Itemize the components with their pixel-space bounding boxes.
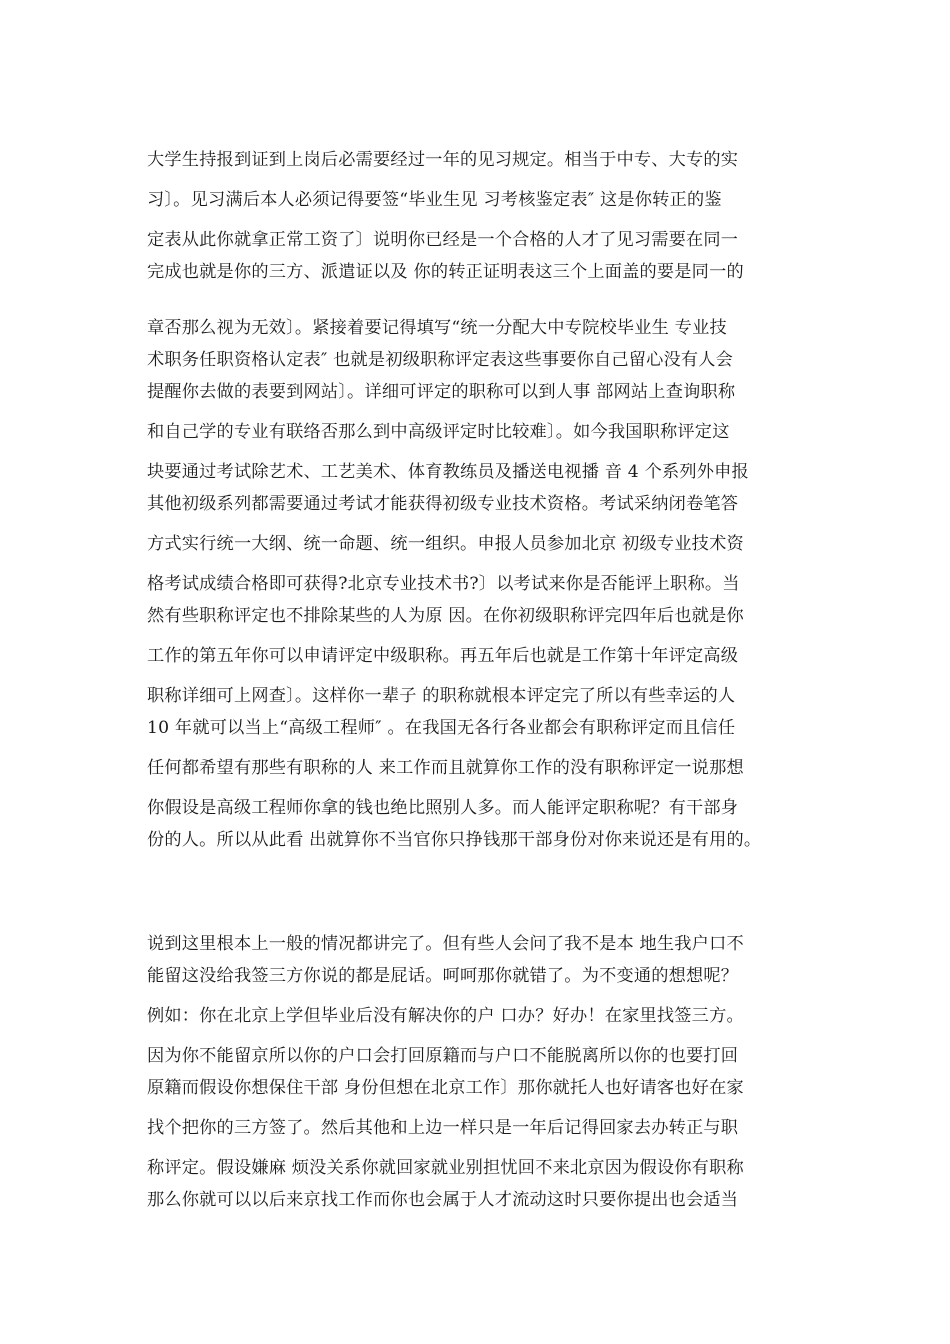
text-line: 任何都希望有那些有职称的人 来工作而且就算你工作的没有职称评定一说那想 bbox=[147, 758, 744, 778]
text-line: 份的人。所以从此看 出就算你不当官你只挣钱那干部身份对你来说还是有用的。 bbox=[147, 830, 762, 850]
text-line: 职称详细可上网查〕。这样你一辈子 的职称就根本评定完了所以有些幸运的人 bbox=[147, 686, 736, 706]
text-line: 方式实行统一大纲、统一命题、统一组织。申报人员参加北京 初级专业技术资 bbox=[147, 534, 744, 554]
text-line: 10 年就可以当上“高级工程师″ 。在我国无各行各业都会有职称评定而且信任 bbox=[147, 718, 736, 738]
text-line: 你假设是高级工程师你拿的钱也绝比照别人多。而人能评定职称呢？有干部身 bbox=[147, 798, 739, 818]
text-line: 那么你就可以以后来京找工作而你也会属于人才流动这时只要你提出也会适当 bbox=[147, 1190, 739, 1210]
text-line: 块要通过考试除艺术、工艺美术、体育教练员及播送电视播 音 4 个系列外申报 bbox=[147, 462, 749, 482]
text-line: 大学生持报到证到上岗后必需要经过一年的见习规定。相当于中专、大专的实 bbox=[147, 150, 739, 170]
text-line: 提醒你去做的表要到网站〕。详细可评定的职称可以到人事 部网站上查询职称 bbox=[147, 382, 736, 402]
text-line: 和自己学的专业有联络否那么到中高级评定时比较难〕。如今我国职称评定这 bbox=[147, 422, 730, 442]
text-line: 原籍而假设你想保住干部 身份但想在北京工作〕那你就托人也好请客也好在家 bbox=[147, 1078, 744, 1098]
text-line: 找个把你的三方签了。然后其他和上边一样只是一年后记得回家去办转正与职 bbox=[147, 1118, 739, 1138]
text-line: 称评定。假设嫌麻 烦没关系你就回家就业别担忧回不来北京因为假设你有职称 bbox=[147, 1158, 744, 1178]
text-line: 习〕。见习满后本人必须记得要签“毕业生见 习考核鉴定表″ 这是你转正的鉴 bbox=[147, 190, 722, 210]
text-line: 格考试成绩合格即可获得?北京专业技术书?〕以考试来你是否能评上职称。当 bbox=[147, 574, 740, 594]
text-line: 章否那么视为无效〕。紧接着要记得填写“统一分配大中专院校毕业生 专业技 bbox=[147, 318, 727, 338]
text-line: 能留这没给我签三方你说的都是屁话。呵呵那你就错了。为不变通的想想呢？ bbox=[147, 966, 739, 986]
text-line: 完成也就是你的三方、派遣证以及 你的转正证明表这三个上面盖的要是同一的 bbox=[147, 262, 744, 282]
text-line: 其他初级系列都需要通过考试才能获得初级专业技术资格。考试采纳闭卷笔答 bbox=[147, 494, 739, 514]
text-line: 例如：你在北京上学但毕业后没有解决你的户 口办？好办！在家里找签三方。 bbox=[147, 1006, 744, 1026]
text-line: 术职务任职资格认定表″ 也就是初级职称评定表这些事要你自己留心没有人会 bbox=[147, 350, 734, 370]
text-line: 因为你不能留京所以你的户口会打回原籍而与户口不能脱离所以你的也要打回 bbox=[147, 1046, 739, 1066]
text-line: 然有些职称评定也不排除某些的人为原 因。在你初级职称评完四年后也就是你 bbox=[147, 606, 744, 626]
text-line: 说到这里根本上一般的情况都讲完了。但有些人会问了我不是本 地生我户口不 bbox=[147, 934, 744, 954]
text-line: 工作的第五年你可以申请评定中级职称。再五年后也就是工作第十年评定高级 bbox=[147, 646, 739, 666]
text-line: 定表从此你就拿正常工资了〕说明你已经是一个合格的人才了见习需要在同一 bbox=[147, 230, 739, 250]
